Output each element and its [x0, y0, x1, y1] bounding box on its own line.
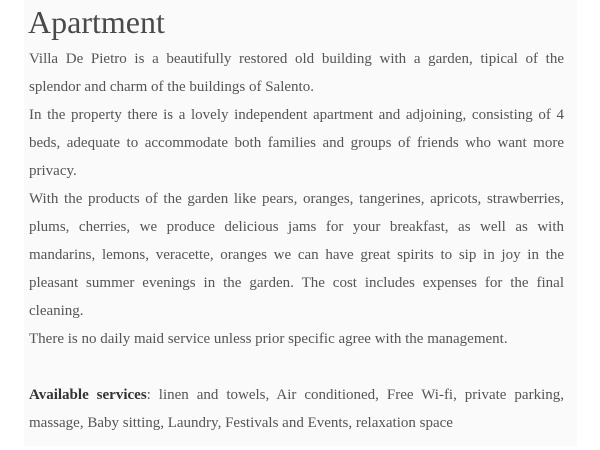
available-services-list: : linen and towels, Air conditioned, Free Wi-fi, private parking, massage, Baby sitting, Laundry, Festivals and Events, relaxation space — [29, 387, 564, 431]
spacer — [29, 353, 564, 381]
paragraph-garden-products: With the products of the garden like pears, oranges, tangerines, apricots, strawberries, plums, cherries, we produce delicious jams for your breakfast, as well as with mandarins, lemons, veracette, oranges we can have great spirits to sip in joy in the pleasant summer evenings in the garden. The cost includes expenses for the final cleaning. — [29, 191, 564, 319]
available-services — [29, 381, 564, 437]
available-services-label: Available services — [29, 387, 147, 403]
paragraph-apartment: In the property there is a lovely independent apartment and adjoining, consisting of 4 beds, adequate to accommodate both families and groups of friends who want more privacy. — [29, 107, 564, 179]
apartment-section — [24, 0, 577, 446]
paragraph-intro: Villa De Pietro is a beautifully restored old building with a garden, tipical of the splendor and charm of the buildings of Salento. — [29, 51, 564, 95]
description-text — [29, 45, 564, 437]
paragraph-maid-service: There is no daily maid service unless prior specific agree with the management. — [29, 331, 508, 347]
page-title: Apartment — [28, 4, 165, 40]
